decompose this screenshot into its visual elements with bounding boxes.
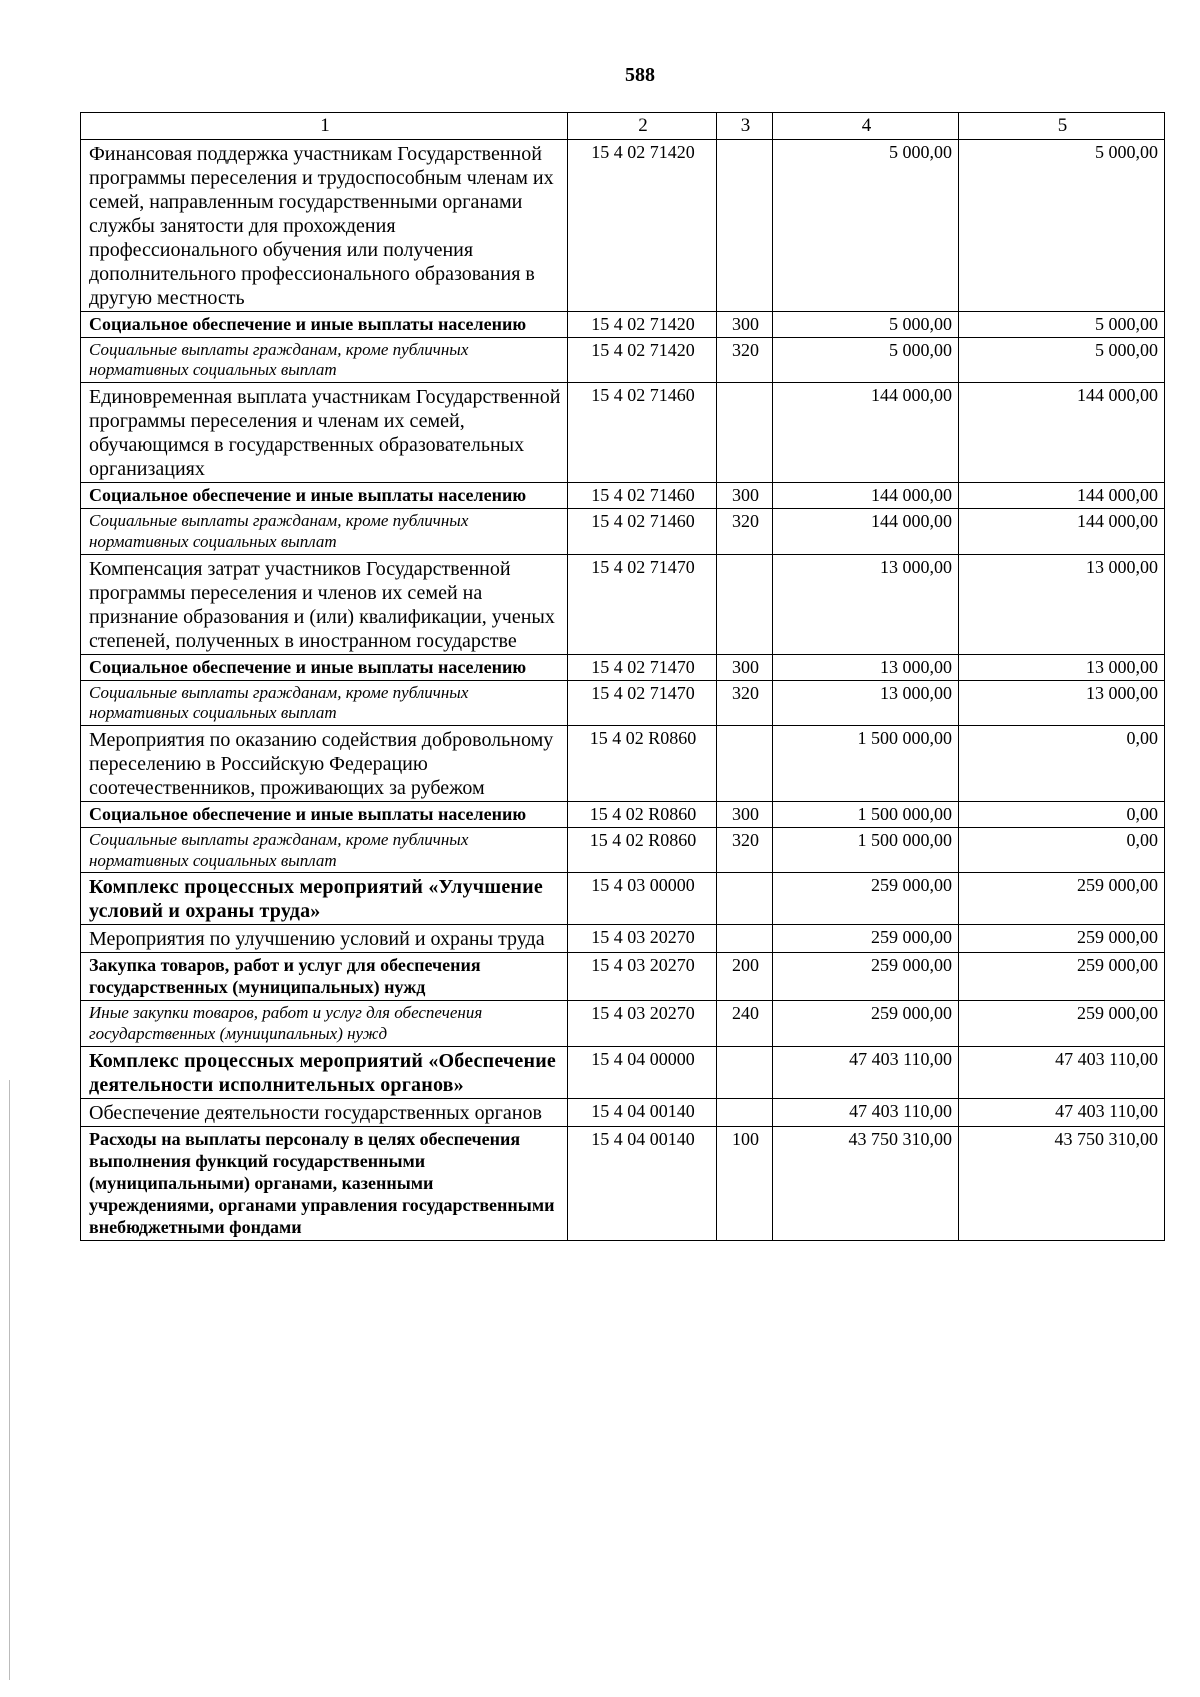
row-amount-1-cell: 259 000,00 — [773, 1001, 959, 1046]
row-name-cell: Социальное обеспечение и иные выплаты населению — [81, 483, 568, 509]
row-code-cell: 15 4 02 71460 — [568, 483, 717, 509]
page-number: 588 — [625, 64, 655, 86]
row-amount-2-cell: 259 000,00 — [959, 925, 1165, 953]
row-amount-1-cell: 13 000,00 — [773, 654, 959, 680]
row-amount-2-cell: 13 000,00 — [959, 554, 1165, 654]
column-header: 4 — [773, 113, 959, 140]
row-name-cell: Расходы на выплаты персоналу в целях обеспечения выполнения функций государственными (муниципальными) органами, казенными учреждениями, органами управления государственными внебюджетными фондами — [81, 1126, 568, 1240]
row-name-cell: Единовременная выплата участникам Государственной программы переселения и членам их семей, обучающимся в государственных образовательных организациях — [81, 383, 568, 483]
row-code-cell: 15 4 03 20270 — [568, 925, 717, 953]
row-name-cell: Социальные выплаты гражданам, кроме публичных нормативных социальных выплат — [81, 828, 568, 873]
table-row — [81, 383, 1165, 483]
row-kind-cell — [717, 925, 773, 953]
column-header: 2 — [568, 113, 717, 140]
row-amount-1-cell: 47 403 110,00 — [773, 1046, 959, 1098]
row-amount-2-cell: 0,00 — [959, 828, 1165, 873]
row-amount-2-cell: 43 750 310,00 — [959, 1126, 1165, 1240]
row-name-cell: Финансовая поддержка участникам Государственной программы переселения и трудоспособным членам их семей, направленным государственными органами службы занятости для прохождения профессионального обучения или получения дополнительного профессионального образования в другую местность — [81, 139, 568, 311]
row-amount-1-cell: 13 000,00 — [773, 680, 959, 725]
table-row — [81, 1046, 1165, 1098]
row-kind-cell — [717, 1098, 773, 1126]
row-kind-cell — [717, 139, 773, 311]
row-name-cell: Обеспечение деятельности государственных органов — [81, 1098, 568, 1126]
row-code-cell: 15 4 03 20270 — [568, 1001, 717, 1046]
scan-margin-line — [9, 1080, 10, 1680]
table-row — [81, 1126, 1165, 1240]
row-amount-2-cell: 47 403 110,00 — [959, 1046, 1165, 1098]
row-amount-1-cell: 1 500 000,00 — [773, 828, 959, 873]
row-kind-cell — [717, 383, 773, 483]
row-amount-1-cell: 5 000,00 — [773, 139, 959, 311]
row-amount-1-cell: 5 000,00 — [773, 311, 959, 337]
row-code-cell: 15 4 02 R0860 — [568, 726, 717, 802]
column-header: 1 — [81, 113, 568, 140]
row-code-cell: 15 4 02 71470 — [568, 680, 717, 725]
row-amount-2-cell: 259 000,00 — [959, 953, 1165, 1001]
row-code-cell: 15 4 03 20270 — [568, 953, 717, 1001]
row-kind-cell: 320 — [717, 509, 773, 554]
table-row — [81, 554, 1165, 654]
row-amount-2-cell: 259 000,00 — [959, 1001, 1165, 1046]
row-code-cell: 15 4 02 71470 — [568, 654, 717, 680]
row-amount-2-cell: 144 000,00 — [959, 509, 1165, 554]
row-kind-cell: 240 — [717, 1001, 773, 1046]
row-amount-1-cell: 144 000,00 — [773, 509, 959, 554]
row-kind-cell: 100 — [717, 1126, 773, 1240]
row-kind-cell: 300 — [717, 483, 773, 509]
row-amount-1-cell: 47 403 110,00 — [773, 1098, 959, 1126]
budget-table — [80, 112, 1165, 1241]
row-name-cell: Социальное обеспечение и иные выплаты населению — [81, 311, 568, 337]
table-row — [81, 654, 1165, 680]
row-amount-2-cell: 5 000,00 — [959, 311, 1165, 337]
table-row — [81, 953, 1165, 1001]
table-row — [81, 483, 1165, 509]
row-kind-cell: 300 — [717, 654, 773, 680]
row-name-cell: Социальное обеспечение и иные выплаты населению — [81, 802, 568, 828]
row-code-cell: 15 4 02 R0860 — [568, 802, 717, 828]
table-row — [81, 828, 1165, 873]
column-header: 3 — [717, 113, 773, 140]
row-amount-1-cell: 5 000,00 — [773, 337, 959, 382]
row-kind-cell — [717, 554, 773, 654]
row-name-cell: Комплекс процессных мероприятий «Обеспечение деятельности исполнительных органов» — [81, 1046, 568, 1098]
row-name-cell: Компенсация затрат участников Государственной программы переселения и членов их семей на признание образования и (или) квалификации, ученых степеней, полученных в иностранном государстве — [81, 554, 568, 654]
table-row — [81, 139, 1165, 311]
table-row — [81, 1001, 1165, 1046]
row-amount-2-cell: 13 000,00 — [959, 654, 1165, 680]
table-row — [81, 873, 1165, 925]
column-header: 5 — [959, 113, 1165, 140]
row-amount-2-cell: 5 000,00 — [959, 337, 1165, 382]
row-code-cell: 15 4 02 71420 — [568, 311, 717, 337]
row-name-cell: Иные закупки товаров, работ и услуг для обеспечения государственных (муниципальных) нужд — [81, 1001, 568, 1046]
row-amount-2-cell: 47 403 110,00 — [959, 1098, 1165, 1126]
table-row — [81, 1098, 1165, 1126]
row-code-cell: 15 4 02 71460 — [568, 509, 717, 554]
row-code-cell: 15 4 02 71460 — [568, 383, 717, 483]
row-amount-1-cell: 259 000,00 — [773, 925, 959, 953]
table-row — [81, 337, 1165, 382]
row-code-cell: 15 4 04 00000 — [568, 1046, 717, 1098]
row-code-cell: 15 4 02 R0860 — [568, 828, 717, 873]
row-amount-2-cell: 144 000,00 — [959, 483, 1165, 509]
row-kind-cell — [717, 726, 773, 802]
row-name-cell: Комплекс процессных мероприятий «Улучшение условий и охраны труда» — [81, 873, 568, 925]
row-amount-2-cell: 0,00 — [959, 802, 1165, 828]
table-header-row — [81, 113, 1165, 140]
table-row — [81, 680, 1165, 725]
table-row — [81, 509, 1165, 554]
row-amount-1-cell: 144 000,00 — [773, 483, 959, 509]
row-kind-cell: 320 — [717, 337, 773, 382]
row-kind-cell — [717, 1046, 773, 1098]
row-amount-1-cell: 1 500 000,00 — [773, 726, 959, 802]
row-kind-cell: 200 — [717, 953, 773, 1001]
row-amount-1-cell: 259 000,00 — [773, 873, 959, 925]
row-amount-1-cell: 144 000,00 — [773, 383, 959, 483]
row-kind-cell: 320 — [717, 828, 773, 873]
row-name-cell: Мероприятия по улучшению условий и охраны труда — [81, 925, 568, 953]
row-amount-1-cell: 13 000,00 — [773, 554, 959, 654]
row-amount-1-cell: 1 500 000,00 — [773, 802, 959, 828]
row-amount-2-cell: 5 000,00 — [959, 139, 1165, 311]
row-code-cell: 15 4 02 71420 — [568, 139, 717, 311]
table-row — [81, 311, 1165, 337]
row-name-cell: Закупка товаров, работ и услуг для обеспечения государственных (муниципальных) нужд — [81, 953, 568, 1001]
row-kind-cell: 320 — [717, 680, 773, 725]
row-amount-2-cell: 144 000,00 — [959, 383, 1165, 483]
row-name-cell: Социальное обеспечение и иные выплаты населению — [81, 654, 568, 680]
row-code-cell: 15 4 02 71470 — [568, 554, 717, 654]
row-amount-2-cell: 259 000,00 — [959, 873, 1165, 925]
row-name-cell: Социальные выплаты гражданам, кроме публичных нормативных социальных выплат — [81, 509, 568, 554]
table-row — [81, 802, 1165, 828]
row-kind-cell: 300 — [717, 802, 773, 828]
table-row — [81, 925, 1165, 953]
table-row — [81, 726, 1165, 802]
row-amount-2-cell: 13 000,00 — [959, 680, 1165, 725]
row-amount-1-cell: 43 750 310,00 — [773, 1126, 959, 1240]
row-amount-2-cell: 0,00 — [959, 726, 1165, 802]
row-kind-cell — [717, 873, 773, 925]
row-name-cell: Социальные выплаты гражданам, кроме публичных нормативных социальных выплат — [81, 337, 568, 382]
row-amount-1-cell: 259 000,00 — [773, 953, 959, 1001]
row-name-cell: Социальные выплаты гражданам, кроме публичных нормативных социальных выплат — [81, 680, 568, 725]
row-kind-cell: 300 — [717, 311, 773, 337]
row-code-cell: 15 4 03 00000 — [568, 873, 717, 925]
row-code-cell: 15 4 04 00140 — [568, 1126, 717, 1240]
row-name-cell: Мероприятия по оказанию содействия добровольному переселению в Российскую Федерацию соотечественников, проживающих за рубежом — [81, 726, 568, 802]
row-code-cell: 15 4 04 00140 — [568, 1098, 717, 1126]
row-code-cell: 15 4 02 71420 — [568, 337, 717, 382]
